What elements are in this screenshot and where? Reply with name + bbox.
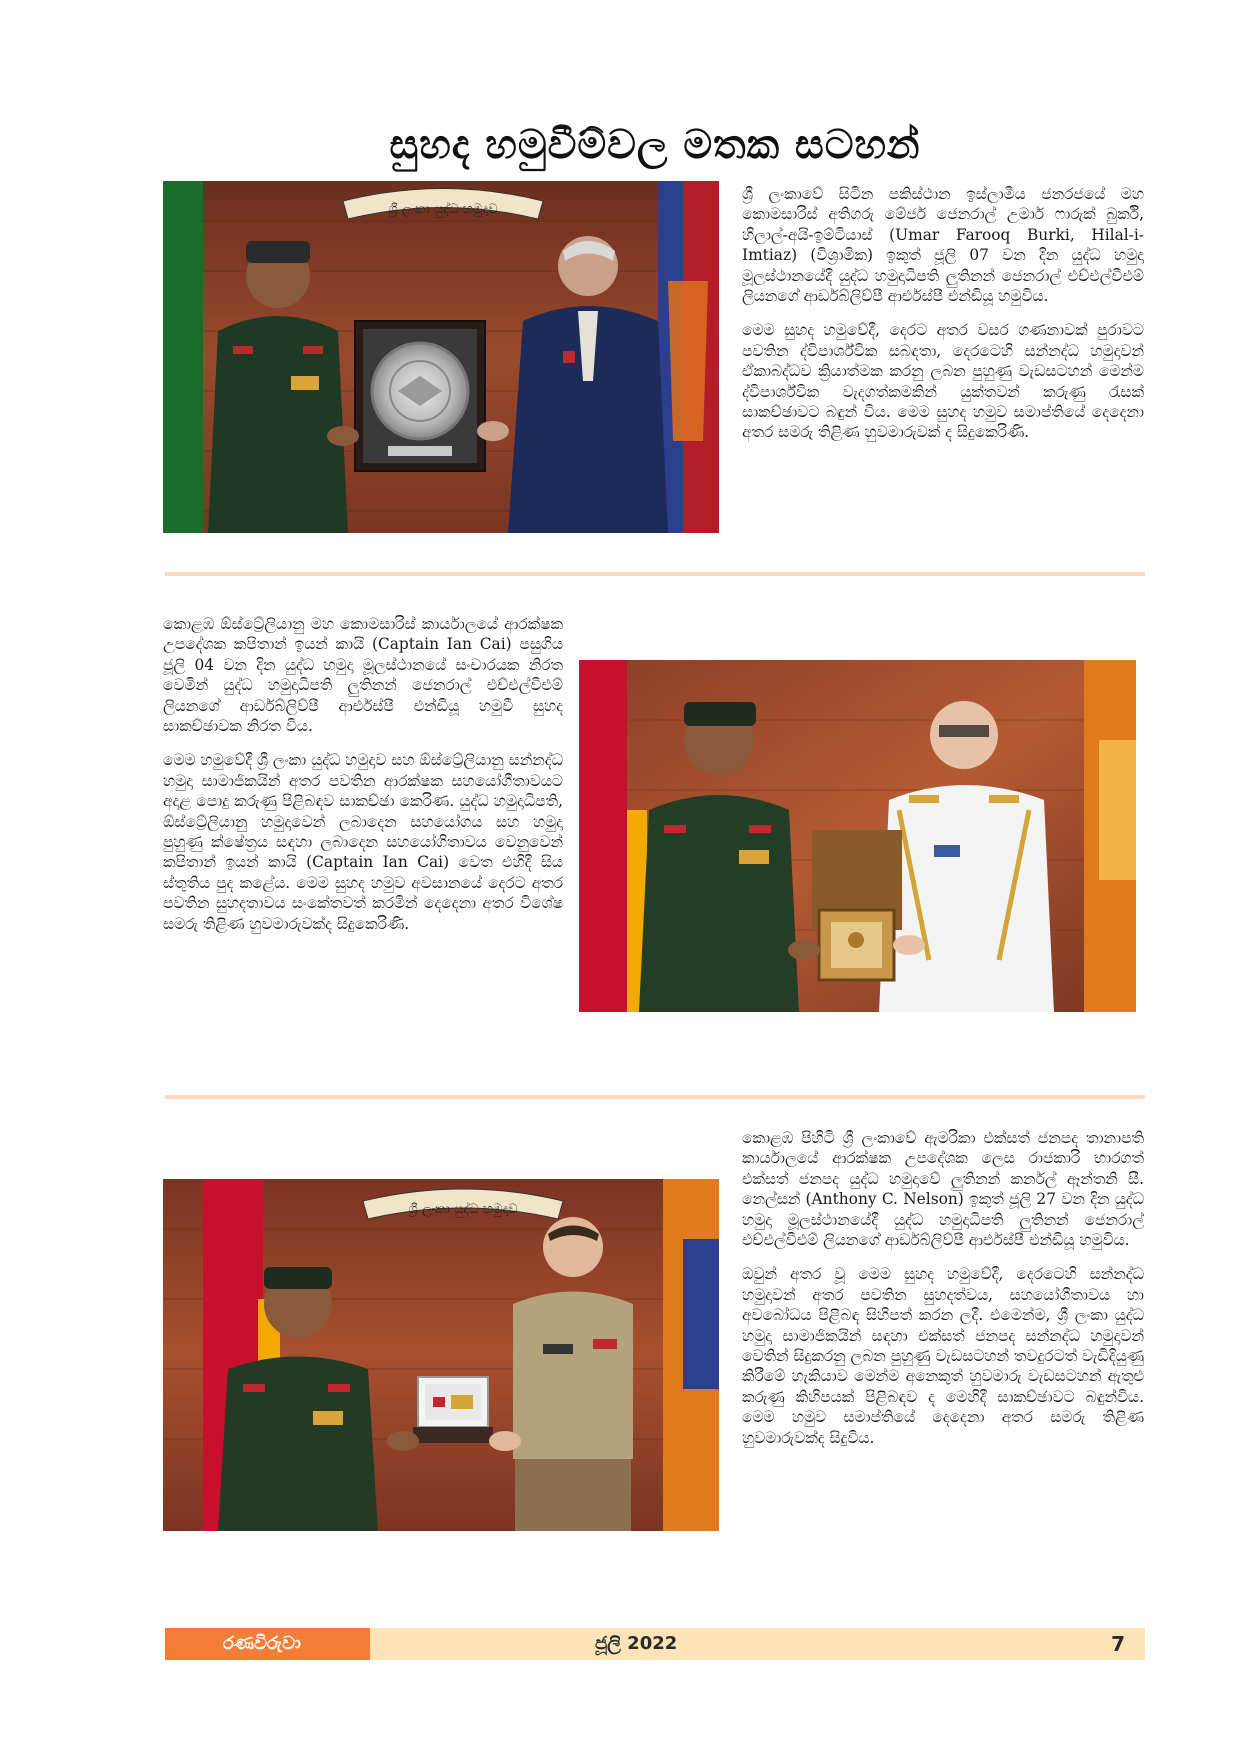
article1-paragraph: මෙම සුහද හමුවේදී, දෙරට අතර වසර ගණනාවක් පුරාවට පවතින ද්විපාර්ශ්වික සබඳතා, දෙරටෙහි සන්නද්ධ හමුදාවන් ඒකාබද්ධව ක්‍රියාත්මක කරනු ලබන පුහුණු වැඩසටහන් මෙන්ම ද්විපාර්ශ්වික වැදගත්කමකින් යුක්තවන් කරුණු රැසක් සාකච්ඡාවට බඳුන් විය. මෙම සුහද හමුව සමාප්තියේ දෙදෙනා අතර සමරු තිළිණ හුවමාරුවක් ද සිදුකෙරිණි. [742, 321, 1144, 442]
article1-text [742, 184, 1144, 457]
photo1-banner-text: ශ්‍රී ලංකා යුද්ධ හමුදාව [388, 202, 498, 217]
photo-australia-meeting [579, 660, 1136, 1012]
magazine-name: රණවිරුවා [165, 1628, 370, 1660]
issue-date: ජූලි 2022 [595, 1633, 678, 1654]
photo-usa-meeting [163, 1179, 719, 1531]
section-divider [165, 1095, 1145, 1099]
article2-paragraph: මෙම හමුවේදී ශ්‍රී ලංකා යුද්ධ හමුදාව සහ ඕස්ට්‍රේලියානු සන්නද්ධ හමුදා සාමාජිකයින් අතර පවතින ආරක්ෂක සහයෝගීතාවයට අදාළ පොදු කරුණු පිළිබඳව සාකච්ඡා කෙරිණ. යුද්ධ හමුදාධිපති, ඕස්ට්‍රේලියානු හමුදාවෙන් ලබාදෙන සහයෝගය සහ හමුදා පුහුණු ක්ෂේත්‍රය සඳහා ලබාදෙන සහයෝගිතාවය වෙනුවෙන් කපිතාන් ඉයන් කායි (Captain Ian Cai) වෙත එහිදී සිය ස්තුතිය පුද කළේය. මෙම සුහද හමුව අවසානයේ දෙරට අතර පවතින සුහදතාවය සංකේතවත් කරමින් දෙදෙනා අතර විශේෂ සමරු තිළිණ හුවමාරුවක්ද සිදුකෙරිණි. [163, 751, 563, 933]
article2-text [163, 614, 563, 948]
article1-paragraph: ශ්‍රී ලංකාවේ සිටින පකිස්ථාන ඉස්ලාමීය ජනරජයේ මහ කොමසාරිස් අතිගරු මේජර් ජෙනරාල් උමාර් ෆාරුක් බුර්කි, හිලාල්-අයි-ඉම්ටියාස් (Umar Farooq Burki, Hilal-i-Imtiaz) (විශ්‍රාමික) ඉකුත් ජූලි 07 වන දින යුද්ධ හමුදා මූලස්ථානයේදී යුද්ධ හමුදාධිපති ලුතිනන් ජෙනරාල් එච්එල්වීඑම් ලියනගේ ආර්ඩබ්ලිව්පී ආර්එස්පී එන්ඩියූ හමුවිය. [742, 185, 1144, 306]
footer-bar [165, 1628, 1145, 1660]
article2-paragraph: කොළඹ ඕස්ට්‍රේලියානු මහ කොමසාරිස් කාර්යාලයේ ආරක්ෂක උපදේශක කපිතාන් ඉයන් කායි (Captain Ian Cai) පසුගිය ජූලි 04 වන දින යුද්ධ හමුදා මූලස්ථානයේ සංචාරයක නිරත වෙමින් යුද්ධ හමුදාධිපති ලුතිනන් ජෙනරාල් එච්එල්වීඑම් ලියනගේ ආර්ඩබ්ලිව්පී ආර්එස්පී එන්ඩියූ හමුවී සුහද සාකච්ඡාවක නිරත විය. [163, 615, 563, 736]
photo-pakistan-meeting [163, 181, 719, 533]
page-title: සුහද හමුවීම්වල මතක සටහන් [389, 122, 921, 168]
photo3-banner-text: ශ්‍රී ලංකා යුද්ධ හමුදාව [408, 1202, 518, 1217]
article3-text [742, 1128, 1144, 1462]
page-number: 7 [1111, 1632, 1125, 1656]
section-divider [165, 572, 1145, 576]
article3-paragraph: ඔවුන් අතර වූ මෙම සුහද හමුවේදී, දෙරටෙහි සන්නද්ධ හමුදාවන් අතර පවතින සුහදත්වය, සහයෝගීතාවය හා අවබෝධය පිළිබඳ සිහිපත් කරන ලදී. එමෙන්ම, ශ්‍රී ලංකා යුද්ධ හමුදා සාමාජිකයින් සඳහා එක්සත් ජනපද සන්නද්ධ හමුදාවන් වෙතින් සිදුකරනු ලබන පුහුණු වැඩසටහන් තවදුරටත් වැඩිදියුණු කිරීමේ හැකියාව මෙන්ම අනෙකුත් හුවමාරු වැඩසටහන් ඇතුළු කරුණු කිහිපයක් පිළිබඳව ද මෙහිදී සාකච්ඡාවට බඳුන්විය. මෙම හමුව සමාප්තියේ දෙදෙනා අතර සමරු තිළිණ හුවමාරුවක්ද සිදුවිය. [742, 1265, 1144, 1447]
article3-paragraph: කොළඹ පිහිටි ශ්‍රී ලංකාවේ ඇමරිකා එක්සත් ජනපද තානාපති කාර්යාලයේ ආරක්ෂක උපදේශක ලෙස රාජකාරි භාරගත් එක්සත් ජනපද යුද්ධ හමුදාවේ ලුතිනන් කර්නල් ඈන්තනි සී. නෙල්සන් (Anthony C. Nelson) ඉකුත් ජූලි 27 වන දින යුද්ධ හමුදා මූලස්ථානයේදී යුද්ධ හමුදාධිපති ලුතිනන් ජෙනරාල් එච්එල්වීඑම් ලියනගේ ආර්ඩබ්ලිව්පී ආර්එස්පී එන්ඩියූ හමුවිය. [742, 1129, 1144, 1250]
